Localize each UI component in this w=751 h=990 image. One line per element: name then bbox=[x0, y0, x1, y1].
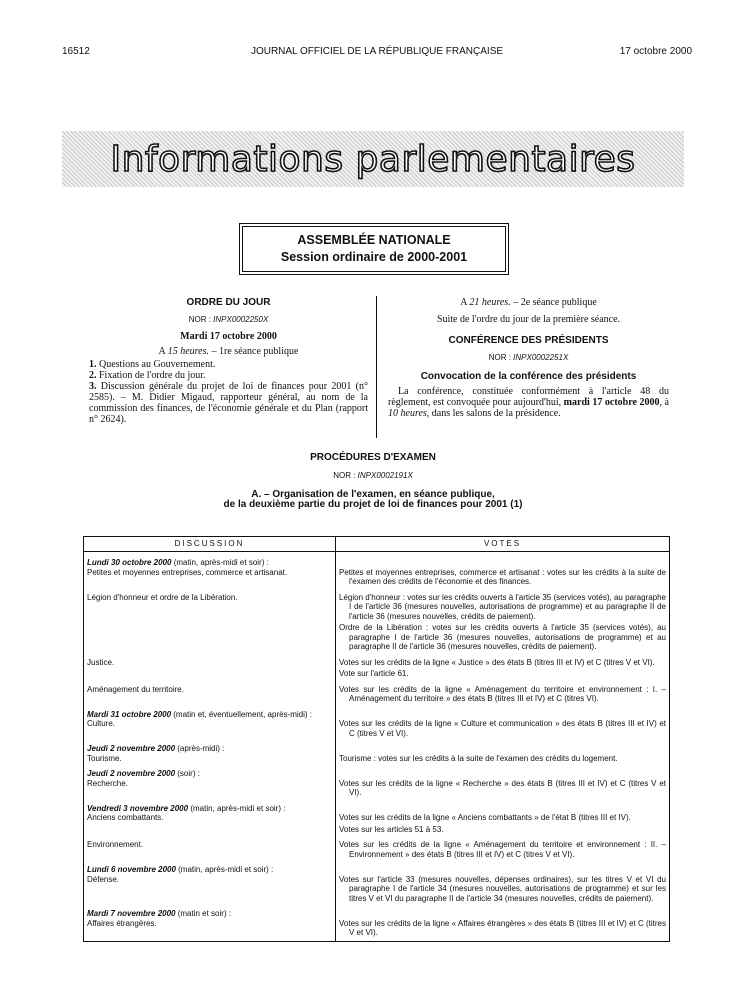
discussion-cell: Légion d'honneur et ordre de la Libération. bbox=[84, 587, 336, 652]
table-row bbox=[84, 587, 670, 652]
banner-title: Informations parlementaires bbox=[110, 138, 636, 180]
vote-item: Légion d'honneur : votes sur les crédits ouverts à l'article 35 (services votés), au paragraphe I de l'article 36 (mesures nouvelles, autorisations de programme) et au paragraphe II de l'article 36 (mesures nouvelles, crédits de paiement). bbox=[339, 592, 666, 621]
votes-cell bbox=[336, 779, 670, 798]
session-date: Vendredi 3 novembre 2000 (matin, après-midi et soir) : bbox=[84, 798, 336, 814]
table-date-row bbox=[84, 738, 670, 754]
discussion-cell: Culture. bbox=[84, 719, 336, 738]
page-header bbox=[62, 46, 692, 60]
nor-code: INPX0002250X bbox=[213, 315, 269, 324]
session-date: Jeudi 2 novembre 2000 (soir) : bbox=[84, 763, 336, 779]
table-row bbox=[84, 754, 670, 764]
nor-line: NOR : INPX0002250X bbox=[188, 315, 269, 324]
seance-line: A 15 heures. – 1re séance publique bbox=[158, 346, 299, 357]
agenda-item: 3. Discussion générale du projet de loi de finances pour 2001 (n° 2585). – M. Didier Migaud, rapporteur général, au nom de la commission des finances, de l'économie générale et du Plan (rapport n° 2624). bbox=[89, 381, 368, 425]
vote-item: Votes sur les crédits de la ligne « Aménagement du territoire et environnement : II. – Environnement » des états B (titres III et IV) et C (titres V et VI). bbox=[339, 840, 666, 859]
table-row bbox=[84, 568, 670, 587]
discussion-cell: Tourisme. bbox=[84, 754, 336, 764]
vote-item: Votes sur les crédits de la ligne « Aménagement du territoire et environnement : I. – Aménagement du territoire » des états B (titres III et IV) et C (titres VI). bbox=[339, 684, 666, 703]
issue-date: 17 octobre 2000 bbox=[619, 46, 692, 57]
page-number: 16512 bbox=[62, 46, 90, 57]
convocation-date: mardi 17 octobre 2000 bbox=[563, 397, 660, 408]
votes-cell bbox=[336, 919, 670, 942]
votes-cell bbox=[336, 813, 670, 834]
table-body bbox=[84, 552, 670, 942]
discussion-cell: Environnement. bbox=[84, 834, 336, 859]
discussion-cell: Justice. bbox=[84, 652, 336, 679]
vote-item: Votes sur les articles 51 à 53. bbox=[339, 824, 444, 834]
session-date: Mardi 7 novembre 2000 (matin et soir) : bbox=[84, 903, 336, 919]
votes-cell bbox=[336, 834, 670, 859]
discussion-cell: Défense. bbox=[84, 875, 336, 904]
vote-item: Ordre de la Libération : votes sur les crédits ouverts à l'article 35 (services votés), au paragraphe I de l'article 36 (mesures nouvelles, autorisations de programme) et au paragraphe II de l'article 36 (mesures nouvelles, crédits de paiement). bbox=[339, 623, 666, 651]
journal-title: JOURNAL OFFICIEL DE LA RÉPUBLIQUE FRANÇAISE bbox=[250, 46, 504, 57]
seance-time: 21 heures. bbox=[469, 297, 511, 308]
agenda-item: 2. Fixation de l'ordre du jour. bbox=[89, 370, 206, 381]
discussion-cell: Petites et moyennes entreprises, commerce et artisanat. bbox=[84, 568, 336, 587]
left-column bbox=[89, 297, 368, 425]
discussion-cell: Affaires étrangères. bbox=[84, 919, 336, 942]
vote-item: Tourisme : votes sur les crédits à la suite de l'examen des crédits du logement. bbox=[339, 753, 618, 763]
table-row bbox=[84, 919, 670, 942]
vote-item: Votes sur les crédits de la ligne « Affaires étrangères » des états B (titres III et IV) et C (titres V et VI). bbox=[339, 918, 666, 937]
column-header-discussion: DISCUSSION bbox=[84, 537, 336, 552]
votes-cell bbox=[336, 754, 670, 764]
discussion-cell: Aménagement du territoire. bbox=[84, 679, 336, 704]
conference-heading: CONFÉRENCE DES PRÉSIDENTS bbox=[448, 335, 609, 346]
vote-item: Vote sur l'article 61. bbox=[339, 669, 409, 678]
seance-label: – 2e séance publique bbox=[513, 297, 597, 308]
section-banner bbox=[62, 131, 684, 187]
second-seance-line: A 21 heures. – 2e séance publique bbox=[460, 297, 597, 308]
ordre-du-jour-heading: ORDRE DU JOUR bbox=[186, 297, 271, 308]
agenda-list bbox=[89, 359, 368, 425]
vote-item: Votes sur les crédits de la ligne « Culture et communication » des états B (titres III et IV) et C (titres V et VI). bbox=[339, 719, 666, 738]
table-date-row bbox=[84, 859, 670, 875]
table-header-row bbox=[84, 537, 670, 552]
discussion-cell: Recherche. bbox=[84, 779, 336, 798]
votes-cell bbox=[336, 587, 670, 652]
session-date: Lundi 6 novembre 2000 (matin, après-midi et soir) : bbox=[84, 859, 336, 875]
table-row bbox=[84, 719, 670, 738]
vote-item: Votes sur l'article 33 (mesures nouvelles, dépenses ordinaires), sur les titres V et VI du paragraphe I de l'article 34 (mesures nouvelles, autorisations de programme) et sur les titres V et VI du paragraphe II de l'article 34 (mesures nouvelles, crédits de paiement). bbox=[339, 874, 666, 903]
seance-time: 15 heures. bbox=[167, 346, 210, 357]
examination-table bbox=[83, 536, 670, 942]
second-seance-text: Suite de l'ordre du jour de la première séance. bbox=[436, 314, 621, 325]
vote-item: Votes sur les crédits de la ligne « Recherche » des états B (titres III et IV) et C (titres V et VI). bbox=[339, 778, 666, 797]
procedures-subtitle: A. – Organisation de l'examen, en séance publique, de la deuxième partie du projet de loi de finances pour 2001 (1) bbox=[223, 489, 523, 510]
table-date-row bbox=[84, 903, 670, 919]
session-date: Jeudi 2 novembre 2000 (après-midi) : bbox=[84, 738, 336, 754]
convocation-time: 10 heures bbox=[388, 408, 427, 419]
table-date-row bbox=[84, 552, 670, 568]
vote-item: Votes sur les crédits de la ligne « Anciens combattants » de l'état B (titres III et IV). bbox=[339, 813, 631, 822]
day-heading: Mardi 17 octobre 2000 bbox=[180, 331, 277, 342]
session-date: Lundi 30 octobre 2000 (matin, après-midi et soir) : bbox=[84, 552, 336, 568]
column-divider bbox=[376, 296, 377, 438]
table-row bbox=[84, 834, 670, 859]
table-row bbox=[84, 875, 670, 904]
vote-item: Votes sur les crédits de la ligne « Justice » des états B (titres III et IV) et C (titres V et VI). bbox=[339, 657, 655, 667]
table-row bbox=[84, 779, 670, 798]
votes-cell bbox=[336, 679, 670, 704]
procedures-section bbox=[62, 452, 684, 510]
convocation-title: Convocation de la conférence des présidents bbox=[420, 371, 637, 382]
table-row bbox=[84, 652, 670, 679]
table-date-row bbox=[84, 798, 670, 814]
votes-cell bbox=[336, 652, 670, 679]
nor-code: INPX0002251X bbox=[513, 353, 569, 362]
table-date-row bbox=[84, 704, 670, 720]
procedures-heading: PROCÉDURES D'EXAMEN bbox=[310, 452, 436, 463]
agenda-item: 1. Questions au Gouvernement. bbox=[89, 359, 216, 370]
nor-line: NOR : INPX0002251X bbox=[488, 353, 569, 362]
nor-line: NOR : INPX0002191X bbox=[333, 471, 413, 480]
votes-cell bbox=[336, 875, 670, 904]
assembly-name: ASSEMBLÉE NATIONALE bbox=[297, 233, 451, 247]
table-date-row bbox=[84, 763, 670, 779]
assembly-box bbox=[242, 226, 506, 272]
convocation-text: La conférence, constituée conformément à l'article 48 du règlement, est convoquée pour aujourd'hui, mardi 17 octobre 2000, à 10 heures, dans les salons de la présidence. bbox=[388, 386, 669, 419]
table-row bbox=[84, 813, 670, 834]
table-row bbox=[84, 679, 670, 704]
column-header-votes: VOTES bbox=[336, 537, 670, 552]
vote-item: Petites et moyennes entreprises, commerce et artisanat : votes sur les crédits à la suite de l'examen des crédits de l'économie et des finances. bbox=[339, 567, 666, 586]
session-name: Session ordinaire de 2000-2001 bbox=[280, 250, 468, 264]
right-column bbox=[388, 297, 669, 419]
discussion-cell: Anciens combattants. bbox=[84, 813, 336, 834]
session-date: Mardi 31 octobre 2000 (matin et, éventuellement, après-midi) : bbox=[84, 704, 336, 720]
votes-cell bbox=[336, 568, 670, 587]
seance-label: – 1re séance publique bbox=[211, 346, 299, 357]
nor-code: INPX0002191X bbox=[357, 471, 413, 480]
votes-cell bbox=[336, 719, 670, 738]
